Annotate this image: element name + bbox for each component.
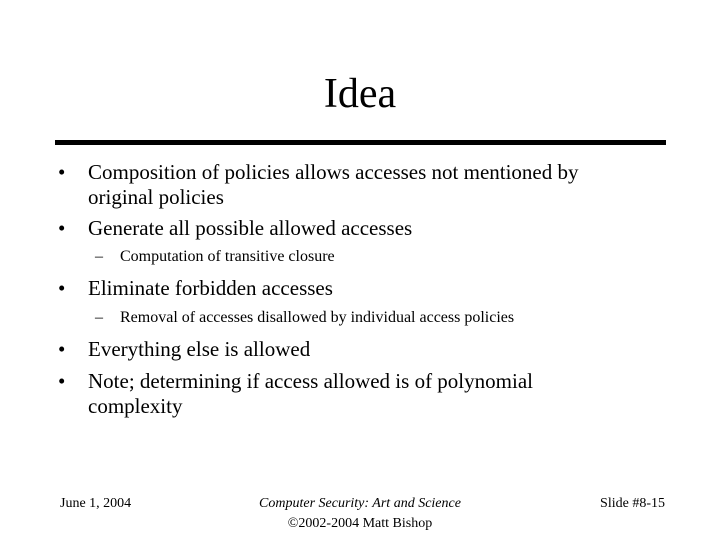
bullet-list <box>58 160 678 419</box>
footer-date: June 1, 2004 <box>60 496 132 511</box>
bullet-text-line: original policies <box>88 185 224 209</box>
bullet-dot-icon: • <box>58 369 66 393</box>
bullet-text-line: Everything else is allowed <box>88 337 311 361</box>
bullet-dot-icon: • <box>58 337 66 361</box>
footer-slide-number: Slide #8-15 <box>600 496 665 511</box>
bullet-item <box>58 337 678 362</box>
bullet-item <box>58 160 678 210</box>
bullet-text-line: Eliminate forbidden accesses <box>88 276 333 300</box>
bullet-text-line: complexity <box>88 394 183 418</box>
footer-copyright: ©2002-2004 Matt Bishop <box>287 516 433 531</box>
bullet-dot-icon: • <box>58 216 66 240</box>
bullet-text-line: Generate all possible allowed accesses <box>88 216 413 240</box>
bullet-item <box>58 276 678 301</box>
bullet-text-line: Note; determining if access allowed is of polynomial <box>88 369 533 393</box>
sub-bullet-item <box>58 247 678 267</box>
sub-bullet-text: Removal of accesses disallowed by individual access policies <box>120 309 515 326</box>
sub-bullet-item <box>58 308 678 328</box>
dash-icon: – <box>95 309 103 326</box>
title-underline <box>55 140 666 145</box>
slide-title: Idea <box>323 71 397 117</box>
bullet-item <box>58 216 678 241</box>
bullet-text-line: Composition of policies allows accesses not mentioned by <box>88 160 579 184</box>
bullet-dot-icon: • <box>58 276 66 300</box>
footer-book-title: Computer Security: Art and Science <box>259 496 461 511</box>
dash-icon: – <box>95 248 103 265</box>
footer-credit <box>210 494 510 534</box>
bullet-dot-icon: • <box>58 160 66 184</box>
sub-bullet-text: Computation of transitive closure <box>120 248 335 265</box>
bullet-item <box>58 369 678 419</box>
